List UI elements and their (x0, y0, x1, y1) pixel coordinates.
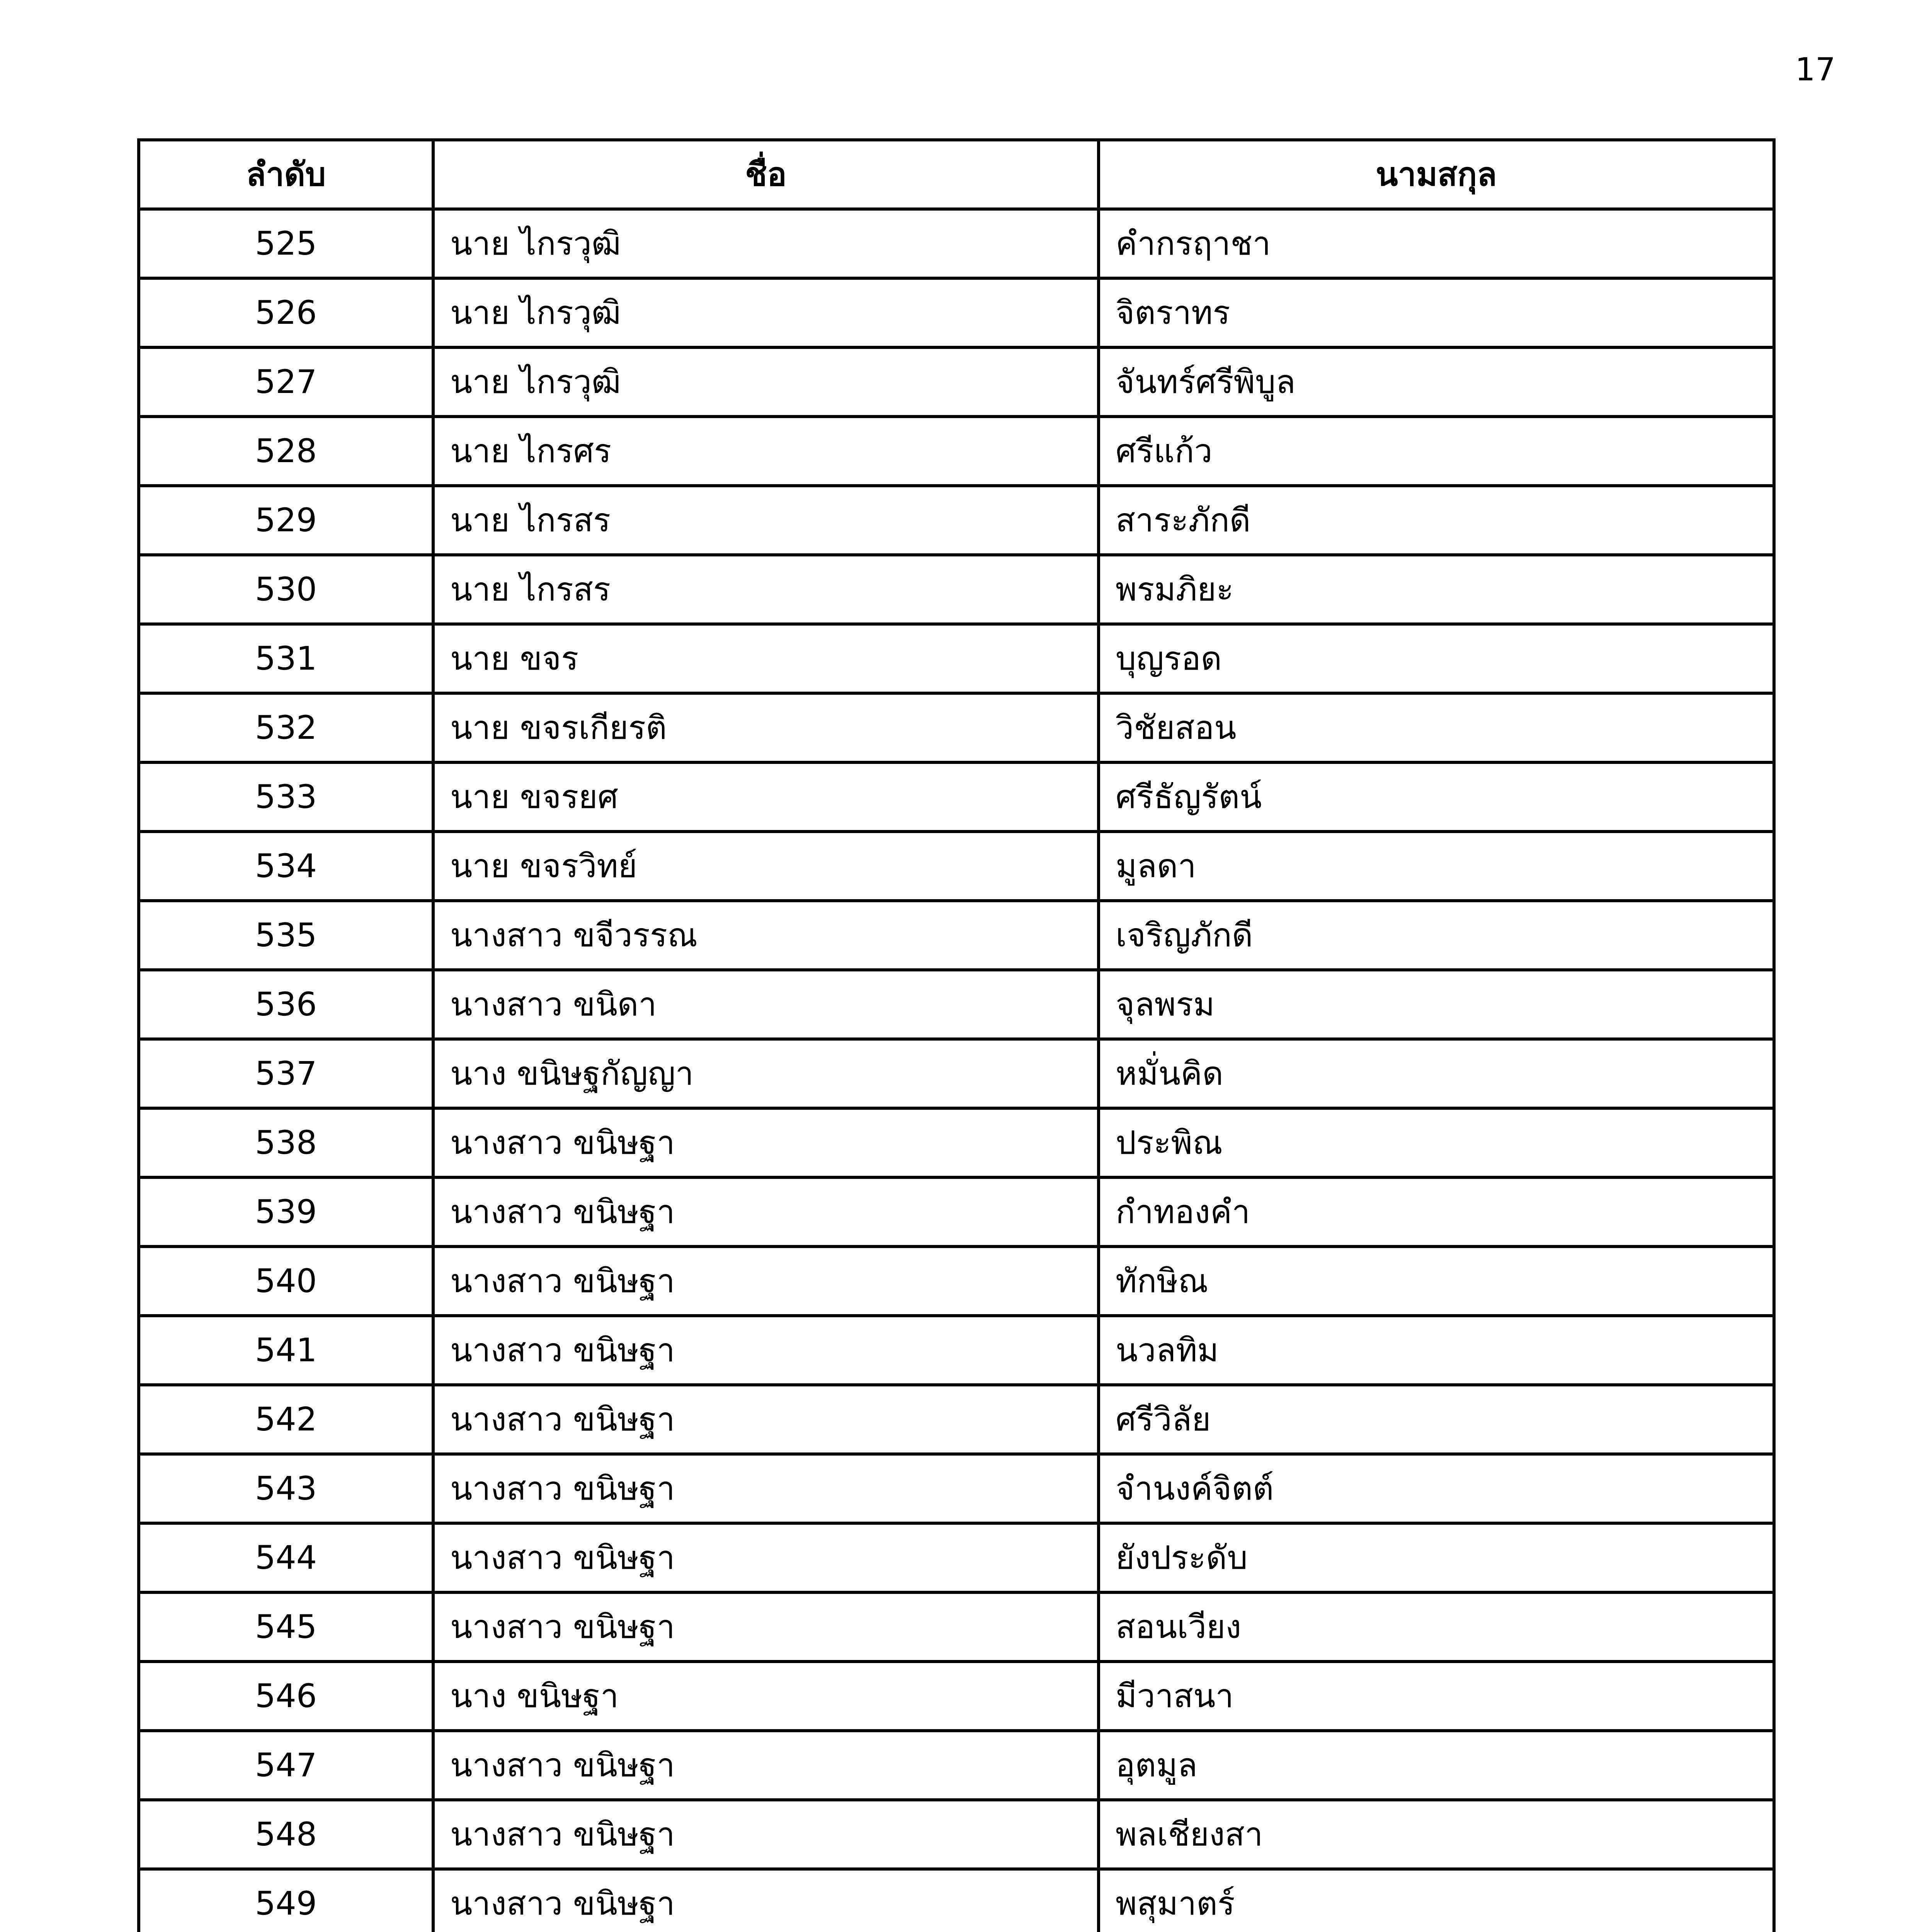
row-surname: กำทองคำ (1099, 1177, 1774, 1247)
row-surname: ศรีแก้ว (1099, 417, 1774, 486)
row-first-name: นางสาว ขนิษฐา (433, 1385, 1099, 1454)
row-number: 530 (139, 555, 433, 624)
row-first-name: นาย ไกรวุฒิ (433, 347, 1099, 417)
row-surname: วิชัยสอน (1099, 693, 1774, 762)
row-first-name: นาย ขจรยศ (433, 762, 1099, 832)
table-header-row (139, 140, 1774, 209)
table-row (139, 486, 1774, 555)
row-surname: มีวาสนา (1099, 1662, 1774, 1731)
row-first-name: นางสาว ขนิษฐา (433, 1523, 1099, 1592)
row-surname: มูลดา (1099, 832, 1774, 901)
row-number: 529 (139, 486, 433, 555)
table-row (139, 209, 1774, 278)
row-number: 533 (139, 762, 433, 832)
row-number: 538 (139, 1108, 433, 1177)
table-row (139, 1108, 1774, 1177)
table-row (139, 555, 1774, 624)
row-first-name: นาย ขจรเกียรติ (433, 693, 1099, 762)
row-number: 541 (139, 1316, 433, 1385)
table-row (139, 1039, 1774, 1108)
row-surname: บุญรอด (1099, 624, 1774, 693)
table-row (139, 832, 1774, 901)
row-number: 539 (139, 1177, 433, 1247)
row-first-name: นาย ขจร (433, 624, 1099, 693)
row-number: 549 (139, 1869, 433, 1932)
table-row (139, 1869, 1774, 1932)
row-surname: หมั่นคิด (1099, 1039, 1774, 1108)
row-first-name: นาย ไกรสร (433, 486, 1099, 555)
row-first-name: นางสาว ขนิษฐา (433, 1247, 1099, 1316)
row-number: 547 (139, 1731, 433, 1800)
name-list-table (137, 138, 1776, 1932)
row-number: 526 (139, 278, 433, 347)
row-first-name: นาย ไกรสร (433, 555, 1099, 624)
row-surname: พสุมาตร์ (1099, 1869, 1774, 1932)
row-first-name: นาง ขนิษฐา (433, 1662, 1099, 1731)
table-row (139, 693, 1774, 762)
row-number: 525 (139, 209, 433, 278)
row-surname: สาระภักดี (1099, 486, 1774, 555)
row-number: 535 (139, 901, 433, 970)
row-first-name: นางสาว ขนิดา (433, 970, 1099, 1039)
row-first-name: นาง ขนิษฐกัญญา (433, 1039, 1099, 1108)
table-row (139, 1454, 1774, 1523)
row-surname: คำกรฤาชา (1099, 209, 1774, 278)
row-number: 531 (139, 624, 433, 693)
row-first-name: นางสาว ขนิษฐา (433, 1869, 1099, 1932)
table-row (139, 1731, 1774, 1800)
table-row (139, 1800, 1774, 1869)
table-row (139, 1523, 1774, 1592)
row-surname: ทักษิณ (1099, 1247, 1774, 1316)
row-first-name: นางสาว ขนิษฐา (433, 1592, 1099, 1662)
row-first-name: นางสาว ขนิษฐา (433, 1177, 1099, 1247)
row-first-name: นางสาว ขนิษฐา (433, 1454, 1099, 1523)
row-number: 528 (139, 417, 433, 486)
table-row (139, 901, 1774, 970)
row-number: 546 (139, 1662, 433, 1731)
row-first-name: นางสาว ขนิษฐา (433, 1731, 1099, 1800)
table-row (139, 278, 1774, 347)
row-number: 544 (139, 1523, 433, 1592)
row-first-name: นาย ไกรวุฒิ (433, 209, 1099, 278)
table-row (139, 1247, 1774, 1316)
table-row (139, 1385, 1774, 1454)
row-surname: ประพิณ (1099, 1108, 1774, 1177)
row-surname: พรมภิยะ (1099, 555, 1774, 624)
row-number: 536 (139, 970, 433, 1039)
table-row (139, 1592, 1774, 1662)
row-surname: เจริญภักดี (1099, 901, 1774, 970)
page-number: 17 (1795, 51, 1835, 88)
row-surname: พลเชียงสา (1099, 1800, 1774, 1869)
table-row (139, 1662, 1774, 1731)
header-first-name: ชื่อ (433, 140, 1099, 209)
table-row (139, 1316, 1774, 1385)
row-surname: จิตราทร (1099, 278, 1774, 347)
table-row (139, 762, 1774, 832)
header-order: ลำดับ (139, 140, 433, 209)
row-number: 548 (139, 1800, 433, 1869)
table-row (139, 624, 1774, 693)
row-number: 527 (139, 347, 433, 417)
table-row (139, 417, 1774, 486)
row-number: 545 (139, 1592, 433, 1662)
row-first-name: นางสาว ขนิษฐา (433, 1316, 1099, 1385)
row-first-name: นาย ไกรวุฒิ (433, 278, 1099, 347)
row-number: 537 (139, 1039, 433, 1108)
row-surname: ศรีวิลัย (1099, 1385, 1774, 1454)
row-surname: นวลทิม (1099, 1316, 1774, 1385)
row-surname: ศรีธัญรัตน์ (1099, 762, 1774, 832)
table-row (139, 970, 1774, 1039)
row-number: 532 (139, 693, 433, 762)
header-surname: นามสกุล (1099, 140, 1774, 209)
row-number: 540 (139, 1247, 433, 1316)
table-row (139, 1177, 1774, 1247)
row-first-name: นางสาว ขนิษฐา (433, 1800, 1099, 1869)
row-first-name: นาย ขจรวิทย์ (433, 832, 1099, 901)
row-first-name: นางสาว ขจีวรรณ (433, 901, 1099, 970)
row-number: 543 (139, 1454, 433, 1523)
row-number: 542 (139, 1385, 433, 1454)
row-surname: จำนงค์จิตต์ (1099, 1454, 1774, 1523)
row-surname: จันทร์ศรีพิบูล (1099, 347, 1774, 417)
row-first-name: นาย ไกรศร (433, 417, 1099, 486)
row-surname: จุลพรม (1099, 970, 1774, 1039)
row-surname: สอนเวียง (1099, 1592, 1774, 1662)
row-number: 534 (139, 832, 433, 901)
row-surname: อุตมูล (1099, 1731, 1774, 1800)
table-row (139, 347, 1774, 417)
row-first-name: นางสาว ขนิษฐา (433, 1108, 1099, 1177)
row-surname: ยังประดับ (1099, 1523, 1774, 1592)
